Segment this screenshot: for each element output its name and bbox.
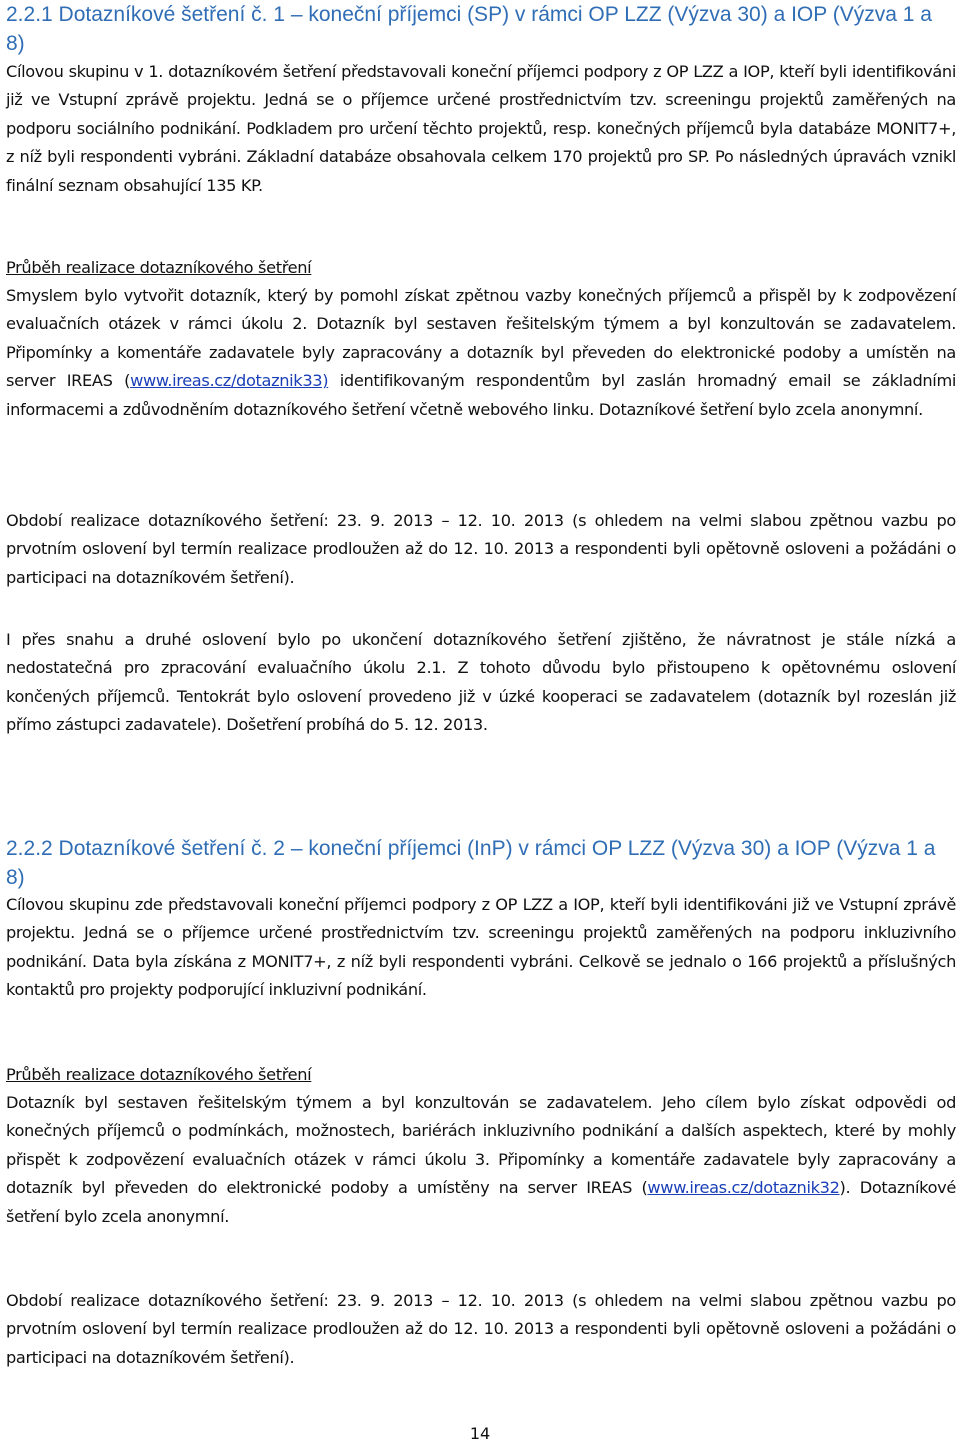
section-heading-2-2-2: 2.2.2 Dotazníkové šetření č. 2 – koneční příjemci (InP) v rámci OP LZZ (Výzva 30) a IOP (Výzva 1 a 8) [6,837,936,889]
section1-body-text-before-link: Smyslem bylo vytvořit dotazník, který by pomohl získat zpětnou vazby konečných příjemců a přispěl by k zodpovězení evaluačních otázek v rámci úkolu 2. Dotazník byl sestaven řešitelským týmem a byl konzultován se zadavatelem. Připomínky a komentáře zadavatele byly zapracovány a dotazník byl převeden do elektronické podoby a umístěn na server IREAS ( [6,286,956,391]
section1-period-paragraph: Období realizace dotazníkového šetření: 23. 9. 2013 – 12. 10. 2013 (s ohledem na velmi slabou zpětnou vazbu po prvotním oslovení byl termín realizace prodloužen až do 12. 10. 2013 a respondenti byli opětovně osloveni a požádáni o participaci na dotazníkovém šetření). [6,511,956,587]
section1-body-text-after-link: identifikovaným respondentům byl zaslán hromadný email se základními informacemi a zdůvodněním dotazníkového šetření včetně webového linku. Dotazníkové šetření bylo zcela anonymní. [6,371,957,419]
section1-subheading: Průběh realizace dotazníkového šetření [6,258,312,277]
section1-body-paragraph [6,282,956,424]
section2-period-paragraph: Období realizace dotazníkového šetření: 23. 9. 2013 – 12. 10. 2013 (s ohledem na velmi slabou zpětnou vazbu po prvotním oslovení byl termín realizace prodloužen až do 12. 10. 2013 a respondenti byli opětovně osloveni a požádáni o participaci na dotazníkovém šetření). [6,1291,956,1367]
section-heading-2-2-1: 2.2.1 Dotazníkové šetření č. 1 – koneční příjemci (SP) v rámci OP LZZ (Výzva 30) a IOP (Výzva 1 a 8) [6,3,932,55]
page-number: 14 [469,1424,491,1443]
section2-body-text-after-link: ). Dotazníkové šetření bylo zcela anonymní. [6,1178,956,1226]
ireas-dotaznik32-link[interactable]: www.ireas.cz/dotaznik32 [647,1178,840,1198]
section2-subheading: Průběh realizace dotazníkového šetření [6,1065,312,1084]
section2-body-paragraph [6,1089,956,1231]
section1-followup-paragraph: I přes snahu a druhé oslovení bylo po ukončení dotazníkového šetření zjištěno, že návratnost je stále nízká a nedostatečná pro zpracování evaluačního úkolu 2.1. Z tohoto důvodu bylo přistoupeno k opětovnému oslovení končených příjemců. Tentokrát bylo oslovení provedeno již v úzké kooperaci se zadavatelem (dotazník byl rozeslán již přímo zástupci zadavatele). Došetření probíhá do 5. 12. 2013. [6,630,956,735]
section1-intro-paragraph: Cílovou skupinu v 1. dotazníkovém šetření představovali koneční příjemci podpory z OP LZZ a IOP, kteří byli identifikováni již ve Vstupní zprávě projektu. Jedná se o příjemce určené prostřednictvím tzv. screeningu projektů zaměřených na podporu sociálního podnikání. Podkladem pro určení těchto projektů, resp. konečných příjemců byla databáze MONIT7+, z níž byli respondenti vybráni. Základní databáze obsahovala celkem 170 projektů pro SP. Po následných úpravách vznikl finální seznam obsahující 135 KP. [6,62,956,195]
section2-body-text-before-link: Dotazník byl sestaven řešitelským týmem a byl konzultován se zadavatelem. Jeho cílem bylo získat odpovědi od konečných příjemců o podmínkách, možnostech, bariérách inkluzivního podnikání a dalších aspektech, které by mohly přispět k zodpovězení evaluačních otázek v rámci úkolu 3. Připomínky a komentáře zadavatele byly zapracovány a dotazník byl převeden do elektronické podoby a umístěny na server IREAS ( [6,1093,956,1198]
ireas-dotaznik33-link[interactable]: www.ireas.cz/dotaznik33) [130,371,329,391]
section2-intro-paragraph: Cílovou skupinu zde představovali koneční příjemci podpory z OP LZZ a IOP, kteří byli identifikováni již ve Vstupní zprávě projektu. Jedná se o příjemce určené prostřednictvím tzv. screeningu projektů zaměřených na podporu inkluzivního podnikání. Data byla získána z MONIT7+, z níž byli respondenti vybráni. Celkově se jednalo o 166 projektů a příslušných kontaktů pro projekty podporující inkluzivní podnikání. [6,895,956,1000]
